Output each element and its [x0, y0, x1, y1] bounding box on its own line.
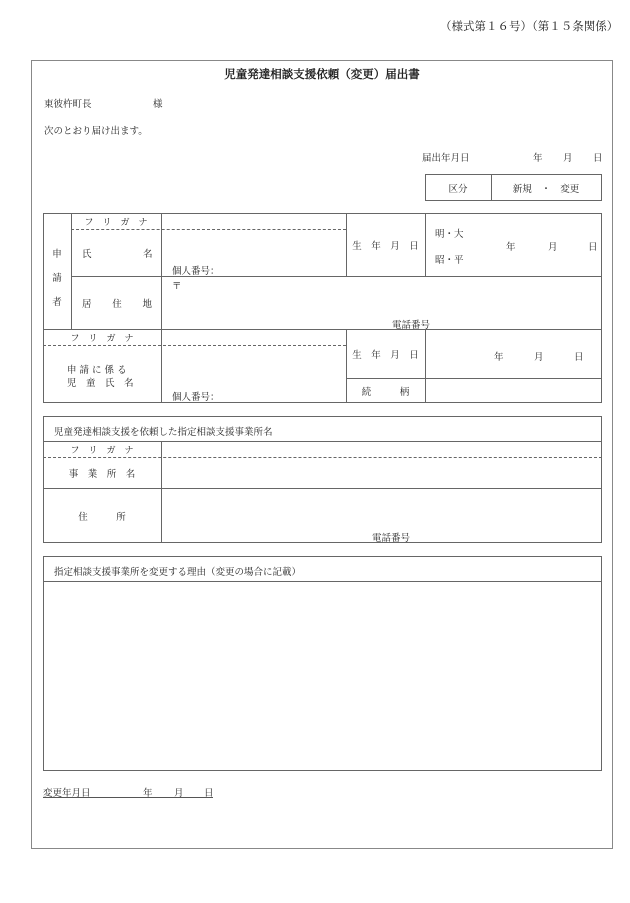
applicant-era-1[interactable]: 明・大 — [435, 229, 464, 240]
applicant-furigana-input[interactable] — [162, 214, 345, 228]
applicant-dob-day: 日 — [588, 242, 598, 253]
applicant-phone-label: 電話番号 — [392, 320, 431, 331]
applicant-section-char-2: 請 — [52, 273, 62, 284]
submission-day-label: 日 — [593, 153, 603, 164]
provider-header: 児童発達相談支援を依頼した指定相談支援事業所名 — [54, 427, 273, 438]
applicant-section-label — [43, 246, 71, 308]
form-number: （様式第１６号）（第１５条関係） — [440, 19, 619, 33]
applicant-name-label-1: 氏 — [82, 249, 92, 260]
child-name-label-2: 児 童 氏 名 — [67, 378, 134, 389]
child-dob-year: 年 — [494, 352, 504, 363]
applicant-address-input[interactable] — [182, 278, 592, 314]
addressee-honorific: 様 — [153, 99, 163, 110]
address-label-char-3: 地 — [142, 299, 152, 310]
provider-phone-label: 電話番号 — [372, 533, 411, 544]
applicant-address-label — [82, 296, 152, 310]
form-title: 児童発達相談支援依頼（変更）届出書 — [224, 67, 420, 81]
child-dob-month: 月 — [534, 352, 544, 363]
submission-month-label: 月 — [563, 153, 573, 164]
category-label: 区分 — [448, 183, 468, 195]
child-furigana-label: フ リ ガ ナ — [70, 333, 134, 344]
child-name-input[interactable] — [162, 347, 345, 383]
child-relationship-input[interactable] — [426, 379, 601, 402]
address-label-char-2: 住 — [112, 299, 122, 310]
submission-date-label: 届出年月日 — [422, 153, 470, 164]
child-furigana-input[interactable] — [162, 330, 345, 344]
child-name-label-1: 申 請 に 係 る — [67, 365, 127, 376]
category-value[interactable]: 新規 ・ 変更 — [512, 183, 580, 195]
applicant-label-divider — [71, 213, 72, 329]
applicant-section-char-1: 申 — [52, 249, 62, 260]
child-dob-day: 日 — [574, 352, 584, 363]
child-dob-label: 生 年 月 日 — [352, 349, 419, 361]
applicant-section-char-3: 者 — [52, 297, 62, 308]
applicant-name-address-divider — [71, 276, 602, 277]
provider-address-input[interactable] — [162, 490, 601, 526]
child-furigana-dashed — [43, 345, 346, 346]
applicant-dob-year: 年 — [506, 242, 516, 253]
change-reason-header: 指定相談支援事業所を変更する理由（変更の場合に記載） — [54, 567, 302, 578]
applicant-dob-divider-right — [425, 213, 426, 276]
change-date-underline — [43, 797, 213, 798]
change-date-month: 月 — [174, 788, 184, 799]
change-date-year: 年 — [143, 788, 153, 799]
change-date-label: 変更年月日 — [43, 788, 91, 799]
provider-office-name-label: 事 業 所 名 — [68, 468, 136, 480]
applicant-personal-number-label: 個人番号： — [172, 266, 220, 277]
provider-address-label: 住 所 — [78, 511, 126, 523]
change-reason-input[interactable] — [44, 582, 601, 770]
address-label-char-1: 居 — [82, 299, 92, 310]
child-relationship-label: 続 柄 — [361, 386, 410, 398]
applicant-furigana-dashed — [71, 229, 346, 230]
applicant-name-input[interactable] — [162, 231, 345, 259]
provider-furigana-label: フ リ ガ ナ — [70, 445, 134, 456]
applicant-furigana-label: フ リ ガ ナ — [84, 217, 148, 228]
applicant-era-2[interactable]: 昭・平 — [435, 255, 464, 266]
provider-office-name-input[interactable] — [162, 459, 601, 487]
applicant-name-label-2: 名 — [143, 249, 153, 260]
intro-text: 次のとおり届け出ます。 — [44, 126, 148, 137]
submission-year-label: 年 — [533, 153, 543, 164]
child-personal-number-label: 個人番号： — [172, 392, 220, 403]
provider-furigana-input[interactable] — [162, 442, 601, 456]
applicant-dob-month: 月 — [548, 242, 558, 253]
addressee-name: 東彼杵町長 — [44, 99, 92, 110]
change-date-day: 日 — [204, 788, 214, 799]
postal-mark-icon: 〒 — [172, 281, 182, 292]
applicant-dob-label: 生 年 月 日 — [352, 240, 419, 252]
